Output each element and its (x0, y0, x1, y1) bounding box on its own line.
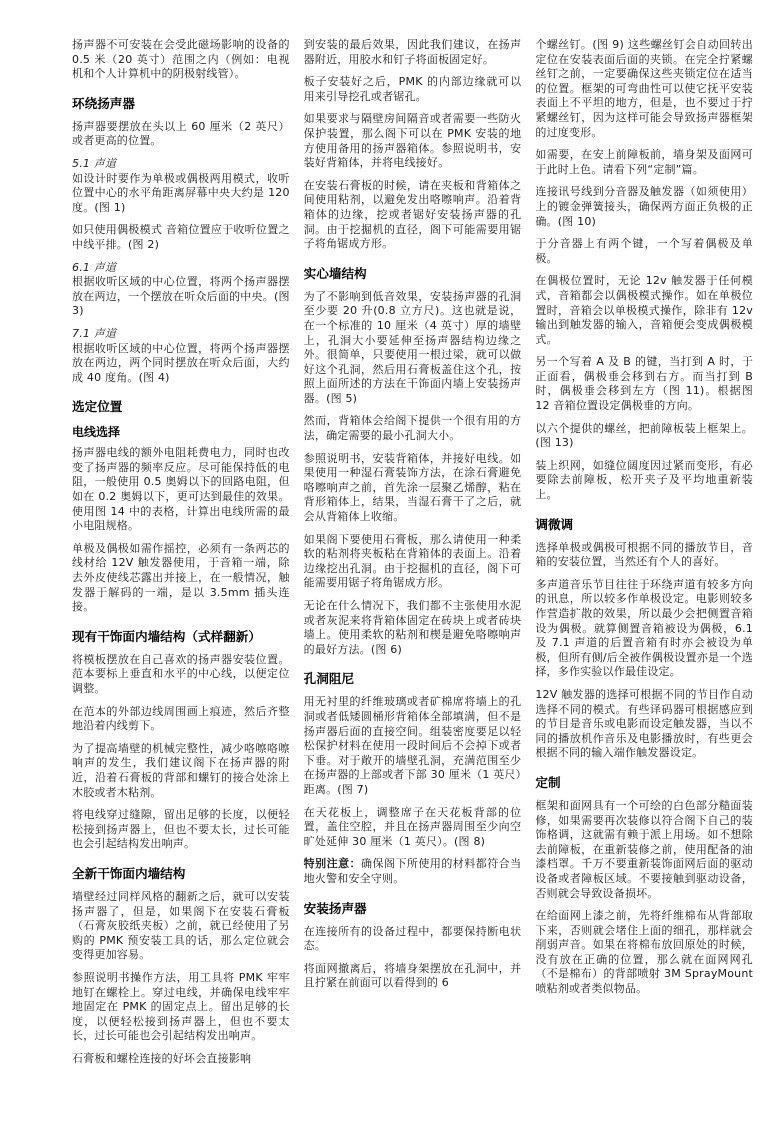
column-left (72, 38, 290, 1145)
paragraph: 个螺丝钉。(图 9) 这些螺丝钉会自动回转出定位在安装表面后面的夹锁。在完全拧紧螺丝钉之前，一定要确保这些夹锁定位在适当的位置。框架的可弯曲性可以使它抚平安装表面上不平坦的地方，但是，也不要过于拧紧螺丝钉，因为这样可能会导致扬声器框架的过度变形。 (535, 38, 754, 139)
subsection-heading-wire-selection: 电线选择 (72, 425, 121, 440)
section-heading-existing-drywall: 现有干饰面内墙结构（式样翻新） (72, 628, 261, 644)
paragraph: 参照说明书，安装背箱体，并接好电线。如果使用一种湿石膏装饰方法，在涂石膏避免咯嚓响声之前，首先涂一层聚乙烯醇，粘在背形箱体上，结果，当湿石膏干了之后，就会从背箱体上收缩。 (303, 451, 522, 524)
subheading-7-1-channel: 7.1 声道 (72, 326, 117, 340)
paragraph (72, 327, 290, 385)
paragraph: 参照说明书操作方法，用工具将 PMK 牢牢地钉在螺栓上。穿过电线，并确保电线牢牢地固定在 PMK 的固定点上。留出足够的长度，以便轻松接到扬声器上，但也不要太长，过长可能也会引起结构发出响声。 (72, 970, 290, 1043)
paragraph: 在连接所有的设备过程中，都要保持断电状态。 (303, 924, 522, 953)
paragraph: 在天花板上，调整席子在天花板背部的位置，盖住空腔，并且在扬声器周围至少向空旷处延伸 30 厘米（1 英尺）。(图 8) (303, 805, 522, 848)
paragraph (72, 157, 290, 215)
paragraph: 多声道音乐节目往往于环绕声道有较多方向的讯息，所以较多作单极设定。电影则较多作营造扩散的效果，所以最少会把侧置音箱设为偶极。就算侧置音箱被设为偶极，6.1 及 7.1 声道的后置音箱有时亦会被设为单极，但所有侧/后全被作偶极设置亦是一个选择，多作实验以作最佳设定。 (535, 577, 754, 679)
paragraph: 将模板摆放在自己喜欢的扬声器安装位置。范本要标上垂直和水平的中心线，以便定位调整。 (72, 652, 290, 695)
paragraph: 扬声器不可安装在会受此磁场影响的设备的 0.5 米（20 英寸）范围之内（例如：电视机和个人计算机中的阴极射线管）。 (72, 38, 290, 81)
paragraph: 扬声器要摆放在头以上 60 厘米（2 英尺）或者更高的位置。 (72, 119, 290, 148)
section-heading-select-position: 选定位置 (72, 399, 123, 415)
section-heading-customization: 定制 (535, 774, 561, 790)
paragraph: 为了不影响到低音效果，安装扬声器的孔洞至少要 20 升(0.8 立方尺)。这也就是说，在一个标准的 10 厘米（4 英寸）厚的墙壁上，孔洞大小要延伸至扬声器结构边缘之外。很简单，只要使用一根过梁，就可以做好这个孔洞，然后用石膏板盖住这个孔，按照上面所述的方法在干饰面内墙上安装扬声器。(图 5) (303, 289, 522, 405)
paragraph: 框架和面网具有一个可绘的白色部分糙面装修，如果需要再次装修以符合阁下自己的装饰格调，这就需有赖于派上用场。如不想除去前障板，在重新装修之前，使用配备的油漆档罩。千万不要重新装饰面网后面的驱动设备或者障板区域。不要接触到驱动设备，否则就会导致设备损坏。 (535, 798, 754, 900)
section-heading-surround-speakers: 环绕扬声器 (72, 95, 135, 111)
column-middle (304, 38, 522, 1145)
paragraph: 在安装石膏板的时候，请在夹板和背箱体之间使用粘剂，以避免发出咯嚓响声。沿着背箱体的边缘，挖或者锯好安装扬声器的孔洞。由于挖掘机的直径，阁下可能需要用锯子将角锯成方形。 (303, 178, 522, 251)
paragraph: 扬声器电线的额外电阻耗费电力，同时也改变了扬声器的频率反应。尽可能保持低的电阻，一般使用 0.5 奥姆以下的回路电阻，但如在 0.2 奥姆以下，更可达到最佳的效果。使用图 14 中的表格，计算出电线所需的最小电阻规格。 (72, 446, 290, 533)
paragraph: 如果要求与隔壁房间隔音或者需要一些防火保护装置，那么阁下可以在 PMK 安装的地方使用备用的扬声器箱体。参照说明书，安装好背箱体，并将电线接好。 (303, 112, 522, 170)
paragraph-text: 根据收听区域的中心位置，将两个扬声器摆放在两边，一个摆放在听众后面的中央。(图 3) (72, 275, 290, 318)
paragraph-text: 根据收听区域的中心位置，将两个扬声器摆放在两边，两个同时摆放在听众后面，大约成 40 度角。(图 4) (72, 341, 290, 384)
paragraph: 单极及偶极如需作摇控，必须有一条两芯的线材给 12V 触发器使用，于音箱一端，除去外皮使线芯露出并接上，在一般情况，触发器于解码的一端，是以 3.5mm 插头连接。 (72, 541, 290, 614)
subheading-5-1-channel: 5.1 声道 (72, 156, 117, 170)
paragraph: 石膏板和螺栓连接的好坏会直接影响 (72, 1051, 252, 1065)
paragraph: 将电线穿过缝隙，留出足够的长度，以便轻松接到扬声器上，但也不要太长，过长可能也会引起结构发出响声。 (72, 808, 290, 851)
paragraph: 于分音器上有两个键，一个写着偶极及单极。 (535, 237, 754, 265)
section-heading-install-speakers: 安装扬声器 (303, 900, 367, 916)
paragraph: 装上织网，如缝位阔度因过紧而变形，有必要除去前障板，松开夹子及平均地重新装上。 (535, 458, 754, 502)
paragraph: 在给面网上漆之前，先将纤维棉布从背部取下来，否则就会堵住上面的细孔，那样就会削弱声音。如果在将棉布放回原处的时候，没有放在正确的位置，那么就在面网网孔（不是棉布）的背部喷射 3M SprayMount 喷粘剂或者类似物品。 (535, 909, 754, 996)
paragraph: 选择单极或偶极可根据不同的播放节目，音箱的安装位置，当然还有个人的喜好。 (535, 540, 754, 569)
paragraph: 以六个提供的螺丝，把前障板装上框架上。(图 13) (535, 421, 754, 450)
note-label: 特别注意： (303, 857, 362, 871)
paragraph: 然而，背箱体会给阁下提供一个很有用的方法，确定需要的最小孔洞大小。 (303, 414, 522, 443)
note-text: 确保阁下所使用的材料都符合当地火警和安全守则。 (303, 857, 522, 885)
paragraph: 如只使用偶极模式 音箱位置应于收听位置之中线平排。(图 2) (72, 223, 290, 251)
paragraph: 用无衬里的纤维玻璃或者矿棉席将墙上的孔洞或者低矮圆桶形背箱体全部填满，但不是扬声器后面的直接空间。组装密度要足以轻松保护材料在使用一段时间后不会掉下或者下垂。对于敞开的墙壁孔洞，充满范围至少在扬声器的上部或者下部 30 厘米（1 英尺）距离。(图 7) (303, 695, 522, 796)
special-note (304, 857, 522, 886)
paragraph: 到安装的最后效果，因此我们建议，在扬声器附近，用胶水和钉子将面板固定好。 (303, 38, 522, 66)
section-heading-cavity-damping: 孔洞阻尼 (303, 671, 355, 687)
column-right (535, 38, 753, 1145)
subheading-6-1-channel: 6.1 声道 (72, 260, 117, 274)
paragraph-text: 如设计时要作为单极或偶极两用模式，收听位置中心的水平角距离屏幕中央大约是 120 度。(图 1) (72, 171, 290, 214)
paragraph: 如果阁下要使用石膏板，那么请使用一种柔软的粘剂将夹板粘在背箱体的表面上。沿着边缘挖出孔洞。由于挖掘机的直径，阁下可能需要用锯子将角锯成方形。 (303, 532, 522, 590)
paragraph: 将面网撤离后，将墙身架摆放在孔洞中，并且拧紧在前面可以看得到的 6 (303, 961, 522, 990)
section-heading-new-drywall: 全新干饰面内墙结构 (72, 865, 186, 881)
paragraph: 在偶极位置时，无论 12v 触发器于任何模式，音箱都会以偶极模式操作。如在单极位置时，音箱会以单极模式操作，除非有 12v 输出到触发器的输入，音箱便会变成偶极模式。 (535, 274, 754, 346)
paragraph (72, 261, 290, 319)
paragraph: 12V 触发器的选择可根据不同的节目作自动选择不同的模式。有些译码器可根据感应到的节目是音乐或电影而设定触发器，当以不同的播放机作音乐及电影播放时，有些更会根据不同的输入端作触发器设定。 (535, 687, 754, 760)
section-heading-fine-tuning: 调微调 (535, 516, 574, 532)
paragraph: 如需要，在安上前障板前，墙身架及面网可于此时上色。请看下列“定制”篇。 (535, 148, 754, 176)
paragraph: 无论在什么情况下，我们都不主张使用水泥或者灰泥来将背箱体固定在砖块上或者砖块墙上。使用柔软的粘剂和楔是避免咯嚓响声的最好方法。(图 6) (303, 599, 522, 656)
paragraph: 连接讯号线到分音器及触发器（如须使用）上的镀金弹簧接头，确保两方面正负极的正确。(图 10) (535, 185, 754, 228)
paragraph: 板子安装好之后，PMK 的内部边缘就可以用来引导挖孔或者锯孔。 (303, 75, 522, 103)
paragraph: 墙壁经过同样风格的翻新之后，就可以安装扬声器了，但是，如果阁下在安装石膏板（石膏灰胶纸夹板）之前，就已经使用了另购的 PMK 预安装工具的话，那么定位就会变得更加容易。 (72, 889, 290, 962)
paragraph: 为了提高墙壁的机械完整性，减少咯嚓咯嚓响声的发生，我们建议阁下在扬声器的附近，沿着石膏板的背部和螺钉的接合处涂上木胶或者木粘剂。 (72, 741, 290, 799)
paragraph: 另一个写着 A 及 B 的键，当打到 A 时，于正面看，偶极垂会移到右方。而当打到 B 时，偶极垂会移到左方（图 11)。根据图 12 音箱位置设定偶极垂的方向。 (535, 355, 754, 413)
paragraph: 在范本的外部边线周围画上痕迹，然后齐整地沿着内线剪下。 (72, 704, 290, 733)
section-heading-solid-wall: 实心墙结构 (303, 265, 367, 281)
